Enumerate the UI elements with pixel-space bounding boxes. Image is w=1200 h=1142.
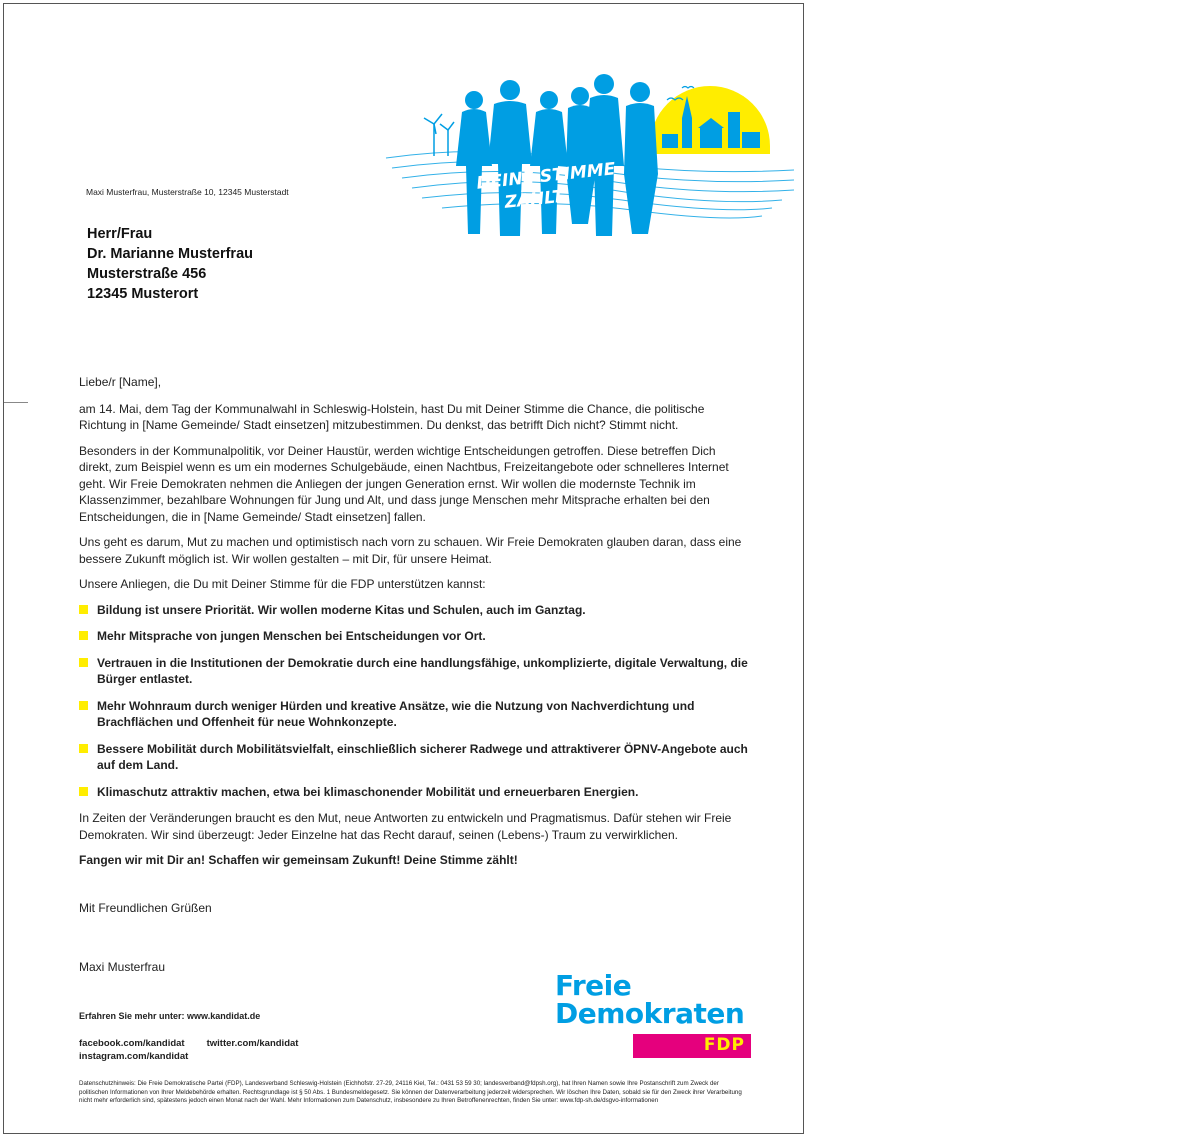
fdp-logo: [555, 969, 755, 1062]
fdp-badge-text: FDP: [703, 1035, 745, 1055]
fold-mark: [4, 402, 28, 403]
facebook-link[interactable]: facebook.com/kandidat: [79, 1038, 185, 1049]
paragraph-3: Uns geht es darum, Mut zu machen und optimistisch nach vorn zu schauen. Wir Freie Demokraten glauben daran, dass eine bessere Zukunft möglich ist. Wir wollen gestalten – mit Dir, für unsere Heimat.: [79, 535, 742, 566]
privacy-notice: Datenschutzhinweis: Die Freie Demokratische Partei (FDP), Landesverband Schleswig-Holstein (Eichhofstr. 27-29, 24116 Kiel, Tel.: 0431 53 59 30; landesverband@fdpsh.org), hat Ihren Namen sowie Ihre Postanschrift zum Zweck der politischen Informationen von Ihrer Meldebehörde erhalten. Rechtsgrundlage ist § 50 Abs. 1 Bundesmeldegesetz. Sie können der Datenverarbeitung jederzeit widersprechen. Wir löschen Ihre Daten, sobald sie für den Zweck ihrer Verarbeitung nicht mehr erforderlich sind, spätestens jedoch einen Monat nach der Wahl. Mehr Informationen zum Datenschutz, insbesondere zu Ihren Betroffenenrechten, finden Sie unter: www.fdp-sh.de/dsgvo-informationen: [79, 1080, 742, 1104]
list-item-text: Bildung ist unsere Priorität. Wir wollen moderne Kitas und Schulen, auch im Ganztag.: [97, 602, 586, 617]
list-item: [79, 628, 749, 645]
wind-turbines: [424, 114, 454, 156]
paragraph-4: Unsere Anliegen, die Du mit Deiner Stimme für die FDP unterstützen kannst:: [79, 577, 486, 591]
recipient-city: 12345 Musterort: [87, 286, 199, 302]
paragraph-5: In Zeiten der Veränderungen braucht es den Mut, neue Antworten zu entwickeln und Pragmatismus. Dafür stehen wir Freie Demokraten. Wir sind überzeugt: Jeder Einzelne hat das Recht darauf, seinen (Lebens-) Traum zu verwirklichen.: [79, 811, 732, 842]
sender-line: Maxi Musterfrau, Musterstraße 10, 12345 Musterstadt: [86, 187, 289, 197]
more-info-link[interactable]: Erfahren Sie mehr unter: www.kandidat.de: [79, 1011, 261, 1021]
list-item-text: Vertrauen in die Institutionen der Demokratie durch eine handlungsfähige, unkomplizierte, digitale Verwaltung, die Bürger entlastet.: [97, 655, 748, 686]
list-item-text: Klimaschutz attraktiv machen, etwa bei klimaschonender Mobilität und erneuerbaren Energien.: [97, 784, 639, 799]
signature-name: Maxi Musterfrau: [79, 960, 166, 974]
social-links: [79, 1037, 298, 1063]
instagram-link[interactable]: instagram.com/kandidat: [79, 1051, 189, 1062]
fdp-badge: [633, 1034, 751, 1058]
list-item: [79, 784, 749, 801]
yellow-square-bullet: [79, 744, 88, 753]
letter-page: [3, 3, 804, 1134]
fdp-logo-line-1: Freie: [555, 969, 632, 1002]
yellow-square-bullet: [79, 701, 88, 710]
list-item-text: Mehr Wohnraum durch weniger Hürden und kreative Ansätze, wie die Nutzung von Nachverdichtung und Brachflächen und Offenheit für neue Wohnkonzepte.: [97, 698, 695, 729]
recipient-name: Dr. Marianne Musterfrau: [87, 246, 253, 262]
yellow-square-bullet: [79, 605, 88, 614]
closing-call-to-action: Fangen wir mit Dir an! Schaffen wir gemeinsam Zukunft! Deine Stimme zählt!: [79, 853, 518, 867]
list-item-text: Bessere Mobilität durch Mobilitätsvielfalt, einschließlich sicherer Radwege und attraktiverer ÖPNV-Angebote auch auf dem Land.: [97, 741, 748, 772]
people-silhouettes: [456, 74, 658, 236]
concerns-list: [79, 602, 749, 801]
fdp-logo-line-2: Demokraten: [555, 997, 745, 1030]
letter-body: [79, 374, 749, 878]
paragraph-2: Besonders in der Kommunalpolitik, vor Deiner Haustür, werden wichtige Entscheidungen getroffen. Diese betreffen Dich direkt, zum Beispiel wenn es um ein modernes Schulgebäude, einen Nachtbus, Freizeitangebote oder schnelleres Internet geht. Wir Freie Demokraten nehmen die Anliegen der jungen Generation ernst. Wir wollen die modernste Technik im Klassenzimmer, bezahlbare Wohnungen für Jung und Alt, und dass junge Menschen mehr Mitsprache erhalten bei den Entscheidungen, die in [Name Gemeinde/ Stadt einsetzen] fallen.: [79, 443, 729, 524]
list-item: [79, 741, 749, 774]
campaign-illustration: [382, 74, 798, 242]
yellow-square-bullet: [79, 631, 88, 640]
list-item: [79, 655, 749, 688]
yellow-square-bullet: [79, 658, 88, 667]
slogan-line-2: ZÄHLT.: [503, 186, 569, 213]
slogan-line-1: DEINE STIMME: [475, 159, 617, 194]
list-item: [79, 698, 749, 731]
paragraph-1: am 14. Mai, dem Tag der Kommunalwahl in Schleswig-Holstein, hast Du mit Deiner Stimme die Chance, die politische Richtung in [Name Gemeinde/ Stadt einsetzen] mitzubestimmen. Du denkst, das betrifft Dich nicht? Stimmt nicht.: [79, 401, 705, 432]
greeting: Liebe/r [Name],: [79, 375, 162, 389]
list-item: [79, 602, 749, 619]
twitter-link[interactable]: twitter.com/kandidat: [206, 1038, 299, 1049]
yellow-square-bullet: [79, 787, 88, 796]
recipient-address: [87, 224, 253, 304]
recipient-street: Musterstraße 456: [87, 266, 207, 282]
recipient-salutation: Herr/Frau: [87, 226, 153, 242]
list-item-text: Mehr Mitsprache von jungen Menschen bei Entscheidungen vor Ort.: [97, 629, 486, 643]
regards: Mit Freundlichen Grüßen: [79, 901, 212, 915]
